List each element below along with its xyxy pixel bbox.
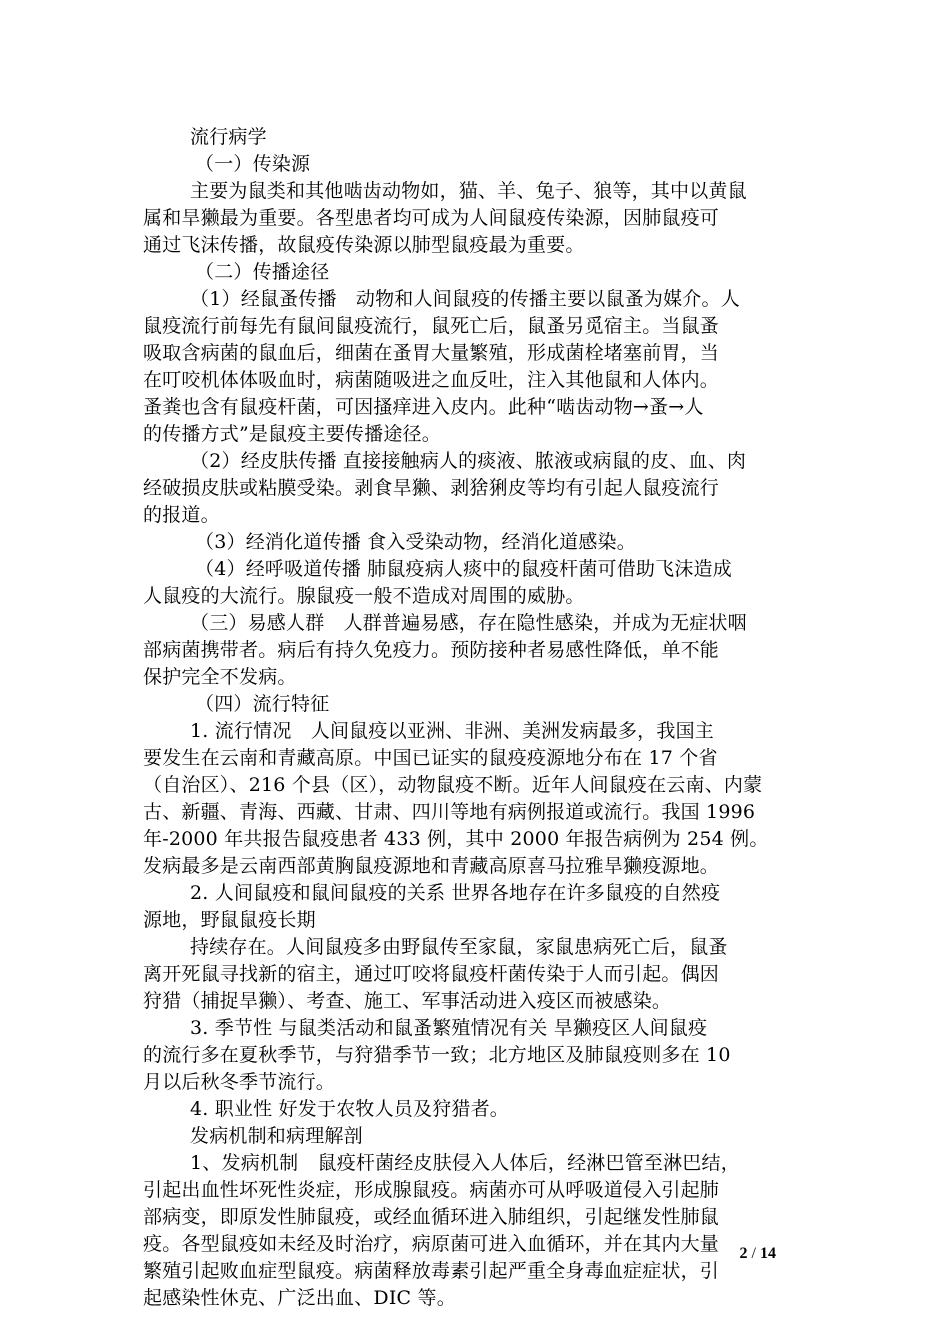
document-body	[143, 124, 808, 1312]
text-line: 源地，野鼠鼠疫长期	[143, 909, 316, 931]
text-line: 古、新疆、青海、西藏、甘肃、四川等地有病例报道或流行。我国 1996	[143, 801, 756, 823]
text-line: 4. 职业性 好发于农牧人员及狩猎者。	[190, 1098, 510, 1120]
text-line: 年-2000 年共报告鼠疫患者 433 例，其中 2000 年报告病例为 254 例。	[143, 828, 769, 850]
text-line: 疫。各型鼠疫如未经及时治疗，病原菌可进入血循环，并在其内大量	[143, 1233, 720, 1255]
text-line: 保护完全不发病。	[143, 666, 297, 688]
page-number	[740, 1245, 776, 1263]
text-line: 2. 人间鼠疫和鼠间鼠疫的关系 世界各地存在许多鼠疫的自然疫	[190, 882, 721, 904]
text-line: 起感染性休克、广泛出血、DIC 等。	[143, 1287, 456, 1309]
text-line: 引起出血性坏死性炎症，形成腺鼠疫。病菌亦可从呼吸道侵入引起肺	[143, 1179, 720, 1201]
text-line: 1、发病机制 鼠疫杆菌经皮肤侵入人体后，经淋巴管至淋巴结，	[190, 1152, 740, 1174]
text-line: 持续存在。人间鼠疫多由野鼠传至家鼠，家鼠患病死亡后，鼠蚤	[190, 936, 728, 958]
text-line: 蚤粪也含有鼠疫杆菌，可因搔痒进入皮内。此种“啮齿动物→蚤→人	[143, 396, 704, 418]
text-line: 在叮咬机体体吸血时，病菌随吸进之血反吐，注入其他鼠和人体内。	[143, 369, 720, 391]
text-line: （一）传染源	[195, 153, 311, 175]
text-line: 鼠疫流行前每先有鼠间鼠疫流行，鼠死亡后，鼠蚤另觅宿主。当鼠蚤	[143, 315, 720, 337]
text-line: 发病机制和病理解剖	[190, 1125, 363, 1147]
page-separator: /	[751, 1245, 756, 1262]
text-line: （3）经消化道传播 食入受染动物，经消化道感染。	[195, 531, 636, 553]
text-line: （三）易感人群 人群普遍易感，存在隐性感染，并成为无症状咽	[190, 612, 747, 634]
text-line: 经破损皮肤或粘膜受染。剥食旱獭、剥猞猁皮等均有引起人鼠疫流行	[143, 477, 720, 499]
text-line: （2）经皮肤传播 直接接触病人的痰液、脓液或病鼠的皮、血、肉	[190, 450, 747, 472]
text-line: 通过飞沫传播，故鼠疫传染源以肺型鼠疫最为重要。	[143, 234, 585, 256]
text-line: 1. 流行情况 人间鼠疫以亚洲、非洲、美洲发病最多，我国主	[190, 720, 714, 742]
text-line: 3. 季节性 与鼠类活动和鼠蚤繁殖情况有关 旱獭疫区人间鼠疫	[190, 1017, 708, 1039]
text-line: 发病最多是云南西部黄胸鼠疫源地和青藏高原喜马拉雅旱獭疫源地。	[143, 855, 720, 877]
text-line: 要发生在云南和青藏高原。中国已证实的鼠疫疫源地分布在 17 个省	[143, 747, 718, 769]
current-page: 2	[739, 1245, 748, 1262]
text-line: 繁殖引起败血症型鼠疫。病菌释放毒素引起严重全身毒血症症状，引	[143, 1260, 720, 1282]
text-line: 部病变，即原发性肺鼠疫，或经血循环进入肺组织，引起继发性肺鼠	[143, 1206, 720, 1228]
text-line: 的传播方式”是鼠疫主要传播途径。	[143, 423, 441, 445]
text-line: （自治区）、216 个县（区），动物鼠疫不断。近年人间鼠疫在云南、内蒙	[143, 774, 763, 796]
text-line: （二）传播途径	[195, 261, 330, 283]
text-line: 主要为鼠类和其他啮齿动物如，猫、羊、兔子、狼等，其中以黄鼠	[190, 180, 747, 202]
text-line: 狩猎（捕捉旱獭）、考查、施工、军事活动进入疫区而被感染。	[143, 990, 672, 1012]
text-line: （4）经呼吸道传播 肺鼠疫病人痰中的鼠疫杆菌可借助飞沫造成	[195, 558, 732, 580]
text-line: 吸取含病菌的鼠血后，细菌在蚤胃大量繁殖，形成菌栓堵塞前胃，当	[143, 342, 720, 364]
text-line: 月以后秋冬季节流行。	[143, 1071, 336, 1093]
text-line: 人鼠疫的大流行。腺鼠疫一般不造成对周围的威胁。	[143, 585, 585, 607]
total-pages: 14	[760, 1245, 776, 1262]
text-line: 离开死鼠寻找新的宿主，通过叮咬将鼠疫杆菌传染于人而引起。偶因	[143, 963, 720, 985]
text-line: 流行病学	[190, 126, 267, 148]
text-line: 的报道。	[143, 504, 220, 526]
text-line: 属和旱獭最为重要。各型患者均可成为人间鼠疫传染源，因肺鼠疫可	[143, 207, 720, 229]
text-line: （四）流行特征	[195, 693, 330, 715]
text-line: 部病菌携带者。病后有持久免疫力。预防接种者易感性降低，单不能	[143, 639, 720, 661]
text-line: 的流行多在夏秋季节，与狩猎季节一致；北方地区及肺鼠疫则多在 10	[143, 1044, 731, 1066]
text-line: （1）经鼠蚤传播 动物和人间鼠疫的传播主要以鼠蚤为媒介。人	[190, 288, 740, 310]
